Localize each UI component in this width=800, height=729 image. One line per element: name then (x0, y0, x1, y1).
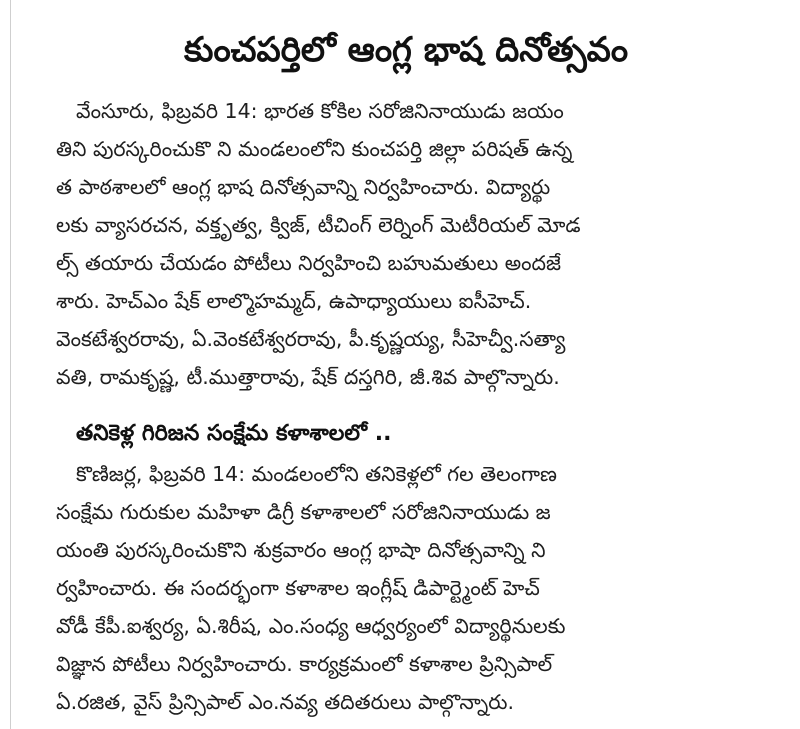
paragraph-2-line: విజ్ఞాన పోటీలు నిర్వహించారు. కార్యక్రమంలో కళాశాల ప్రిన్సిపాల్ (56, 652, 553, 676)
paragraph-1-line: వతి, రామకృష్ణ, టీ.ముత్తారావు, షేక్ దస్తగిరి, జీ.శివ పాల్గొన్నారు. (56, 365, 560, 389)
article-paragraph-2 (56, 455, 716, 721)
column-rule (10, 0, 11, 729)
paragraph-1-line: లకు వ్యాసరచన, వక్తృత్వ, క్విజ్, టీచింగ్ లెర్నింగ్ మెటీరియల్ మోడ (56, 213, 581, 237)
paragraph-1-line: వేంసూరు, ఫిబ్రవరి 14: భారత కోకిల సరోజినినాయుడు జయం (76, 99, 564, 123)
newspaper-clipping (56, 0, 756, 729)
paragraph-1-line: వెంకటేశ్వరరావు, ఏ.వెంకటేశ్వరరావు, పీ.కృష్ణయ్య, సీహెచ్వీ.సత్యా (56, 327, 566, 351)
article-subheading: తనికెళ్ల గిరిజన సంక్షేమ కళాశాలలో .. (76, 421, 392, 446)
paragraph-2-line: కొణిజర్ల, ఫిబ్రవరి 14: మండలంలోని తనికెళ్లలో గల తెలంగాణ (76, 462, 557, 486)
paragraph-2-line: ర్వహించారు. ఈ సందర్భంగా కళాశాల ఇంగ్లీష్ డిపార్ట్మెంట్ హెచ్ (56, 576, 540, 600)
paragraph-2-line: సంక్షేమ గురుకుల మహిళా డిగ్రీ కళాశాలలో సరోజినినాయుడు జ (56, 500, 551, 524)
paragraph-1-line: ల్స్ తయారు చేయడం పోటీలు నిర్వహించి బహుమతులు అందజే (56, 251, 561, 275)
paragraph-1-line: తిని పురస్కరించుకొ ని మండలంలోని కుంచపర్తి జిల్లా పరిషత్ ఉన్న (56, 137, 573, 161)
article-paragraph-1 (56, 92, 716, 396)
paragraph-2-line: యంతి పురస్కరించుకొని శుక్రవారం ఆంగ్ల భాషా దినోత్సవాన్ని ని (56, 538, 546, 562)
article-headline: కుంచపర్తిలో ఆంగ్ల భాష దినోత్సవం (183, 30, 629, 70)
paragraph-2-line: వోడీ కేపీ.ఐశ్వర్య, ఏ.శిరీష, ఎం.సంధ్య ఆధ్వర్యంలో విద్యార్థినులకు (56, 614, 566, 638)
paragraph-1-line: శారు. హెచ్ఎం షేక్ లాల్మొహమ్మద్, ఉపాధ్యాయులు ఐసీహెచ్. (56, 289, 532, 313)
paragraph-1-line: త పాఠశాలలో ఆంగ్ల భాష దినోత్సవాన్ని నిర్వహించారు. విద్యార్థు (56, 175, 551, 199)
paragraph-2-line: ఏ.రజిత, వైస్ ప్రిన్సిపాల్ ఎం.నవ్య తదితరులు పాల్గొన్నారు. (56, 690, 514, 714)
